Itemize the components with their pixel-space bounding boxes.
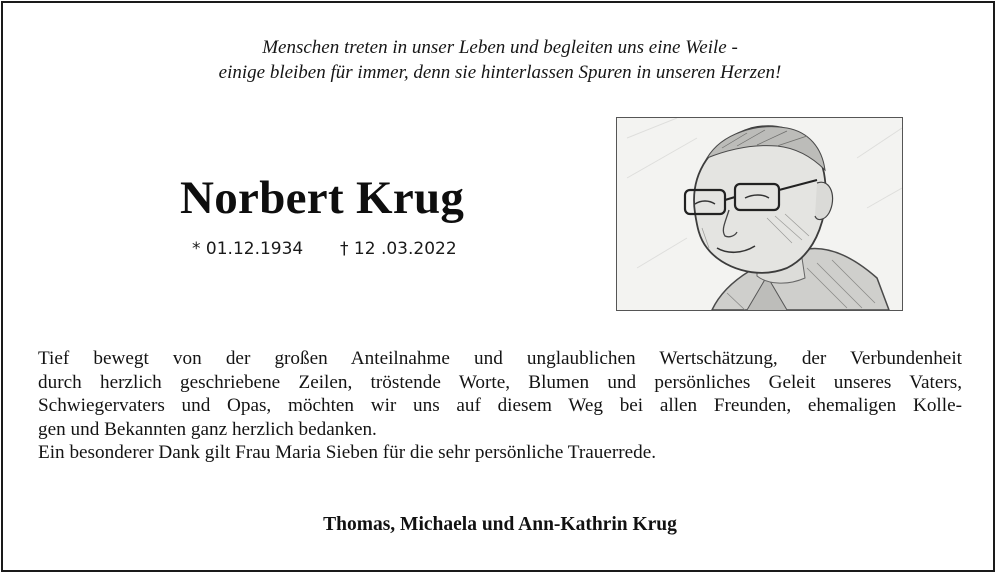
death-date: † 12 .03.2022	[340, 239, 457, 259]
motto	[0, 35, 1000, 85]
message-line: Schwiegervaters und Opas, möchten wir uns auf diesem Weg bei allen Freunden, ehemaligen Kolle-	[38, 395, 962, 416]
motto-line-2: einige bleiben für immer, denn sie hinterlassen Spuren in unseren Herzen!	[218, 62, 782, 83]
message-line: durch herzlich geschriebene Zeilen, tröstende Worte, Blumen und persönliches Geleit unseres Vaters,	[38, 371, 962, 393]
thank-you-message	[38, 347, 962, 465]
message-line: Tief bewegt von der großen Anteilnahme und unglaublichen Wertschätzung, der Verbundenheit	[38, 348, 962, 369]
portrait-sketch	[616, 117, 903, 311]
family-signature: Thomas, Michaela und Ann-Kathrin Krug	[323, 514, 677, 535]
motto-line-1: Menschen treten in unser Leben und begleiten uns eine Weile -	[262, 37, 738, 58]
message-line: gen und Bekannten ganz herzlich bedanken.	[38, 418, 377, 440]
deceased-name: Norbert Krug	[180, 172, 465, 224]
pencil-sketch-portrait-icon	[617, 118, 902, 310]
birth-date: * 01.12.1934	[192, 239, 304, 259]
message-line: Ein besonderer Dank gilt Frau Maria Sieben für die sehr persönliche Trauerrede.	[38, 442, 657, 463]
